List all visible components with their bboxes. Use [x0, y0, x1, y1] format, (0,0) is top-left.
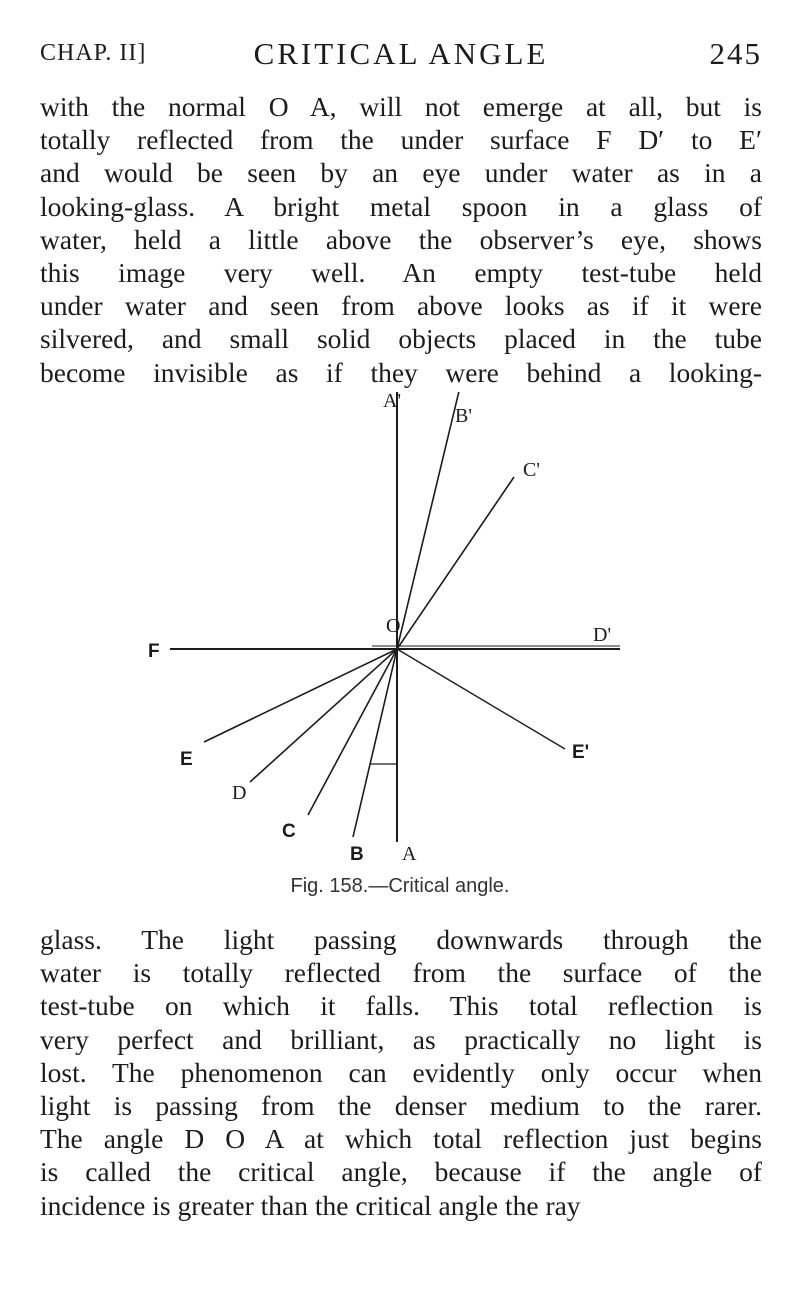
label-a: A [402, 843, 417, 862]
text-line: water is totally reflected from the surface of the [40, 957, 762, 989]
ray-o-c-prime [397, 477, 514, 649]
page-title: CRITICAL ANGLE [253, 36, 549, 71]
text-line: incidence is greater than the critical angle the ray [40, 1189, 581, 1221]
label-b: B [350, 844, 364, 862]
text-line: under water and seen from above looks as if it were [40, 290, 762, 322]
label-d: D [232, 782, 247, 804]
ray-o-b-prime [397, 392, 460, 649]
ray-d-o [250, 649, 397, 782]
text-line: become invisible as if they were behind a looking- [40, 356, 762, 388]
paragraph-bottom [40, 923, 762, 1222]
label-e: E [180, 749, 193, 770]
label-a-prime: A' [383, 392, 402, 412]
label-c-prime: C' [523, 459, 540, 481]
text-line: is called the critical angle, because if the angle of [40, 1156, 762, 1188]
ray-o-e-prime [397, 649, 565, 749]
text-line: test-tube on which it falls. This total reflection is [40, 990, 762, 1022]
paragraph-top [40, 90, 762, 389]
label-e-prime: E' [572, 742, 590, 763]
ray-diagram [140, 392, 640, 862]
text-line: light is passing from the denser medium to the rarer. [40, 1089, 762, 1121]
critical-angle-figure [140, 392, 640, 862]
text-line: glass. The light passing downwards through the [40, 924, 762, 955]
text-line: looking-glass. A bright metal spoon in a glass of [40, 190, 762, 222]
label-f: F [148, 641, 160, 662]
text-line: silvered, and small solid objects placed in the tube [40, 323, 762, 355]
ray-e-o [204, 649, 397, 742]
label-c: C [282, 821, 296, 842]
text-line: The angle D O A at which total reflection just begins [40, 1123, 762, 1155]
text-line: water, held a little above the observer’s eye, shows [40, 223, 762, 255]
text-line: and would be seen by an eye under water as in a [40, 157, 762, 189]
label-d-prime: D' [593, 624, 612, 646]
text-line: with the normal O A, will not emerge at all, but is [40, 91, 762, 122]
label-o: O [386, 615, 401, 637]
page-number: 245 [709, 36, 762, 71]
ray-b-o [353, 649, 397, 837]
text-line: lost. The phenomenon can evidently only occur when [40, 1056, 762, 1088]
figure-caption: Fig. 158.—Critical angle. [290, 875, 510, 897]
chapter-label: CHAP. II] [40, 40, 147, 66]
label-b-prime: B' [455, 405, 472, 427]
ray-c-o [308, 649, 397, 815]
text-line: very perfect and brilliant, as practically no light is [40, 1023, 762, 1055]
text-line: totally reflected from the under surface F D′ to E′ [40, 124, 762, 156]
text-line: this image very well. An empty test-tube held [40, 256, 762, 288]
running-header [40, 30, 762, 80]
